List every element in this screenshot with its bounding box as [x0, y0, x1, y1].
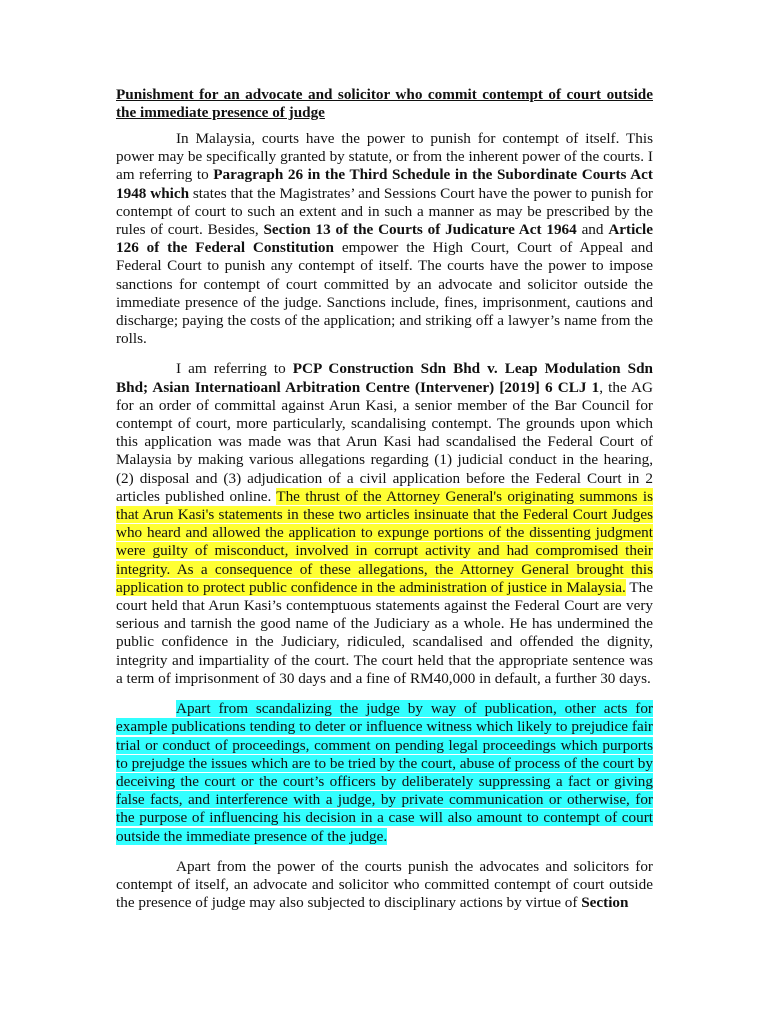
document-title: Punishment for an advocate and solicitor who commit contempt of court outside the immediate presence of judge — [116, 86, 653, 121]
paragraph-2 — [116, 360, 653, 688]
paragraph-text: In Malaysia, courts have the power to punish for contempt of itself. This power may be specifically granted by statute, or from the inherent power of the courts. I am referring to — [116, 130, 653, 184]
paragraph-text: , the AG for an order of committal against Arun Kasi, a senior member of the Bar Council for contempt of court, more particularly, scandalising contempt. The grounds upon which this application was made was that Arun Kasi had scandalised the Federal Court of Malaysia by making various allegations regarding (1) judicial conduct in the hearing, (2) disposal and (3) adjudication of a civil application before the Federal Court in 2 articles published online. — [116, 378, 653, 505]
paragraph-3 — [116, 700, 653, 846]
statute-reference: Paragraph 26 in the Third Schedule in the Subordinate Courts Act 1948 which — [116, 166, 653, 202]
statute-reference: Section — [581, 894, 629, 912]
statute-reference: Article 126 of the Federal Constitution — [116, 221, 653, 257]
paragraph-4 — [116, 858, 653, 913]
paragraph-text: Apart from the power of the courts punish the advocates and solicitors for contempt of itself, an advocate and solicitor who committed contempt of court outside the presence of judge may also subjected to disciplinary actions by virtue of — [116, 857, 653, 912]
paragraph-text: empower the High Court, Court of Appeal and Federal Court to punish any contempt of itself. The courts have the power to impose sanctions for contempt of court committed by an advocate and solicitor outside the immediate presence of the judge. Sanctions include, fines, imprisonment, cautions and discharge; paying the costs of the application; and striking off a lawyer’s name from the rolls. — [116, 239, 653, 348]
paragraph-text: I am referring to — [176, 360, 293, 378]
yellow-highlight: The thrust of the Attorney General's originating summons is that Arun Kasi's statements in these two articles insinuate that the Federal Court Judges who heard and allowed the application to expunge portions of the dissenting judgment were guilty of misconduct, involved in corrupt activity and had compromised their integrity. As a consequence of these allegations, the Attorney General brought this application to protect public confidence in the administration of justice in Malaysia. — [116, 487, 653, 596]
paragraph-text: states that the Magistrates’ and Sessions Court have the power to punish for contempt of court to such an extent and in such a manner as may be prescribed by the rules of court. Besides, — [116, 184, 653, 239]
paragraph-text: and — [576, 221, 609, 239]
statute-reference: Section 13 of the Courts of Judicature Act 1964 — [263, 221, 577, 239]
case-citation: PCP Construction Sdn Bhd v. Leap Modulation Sdn Bhd; Asian Internatioanl Arbitration Centre (Intervener) [2019] 6 CLJ 1 — [116, 360, 653, 396]
paragraph-text: The court held that Arun Kasi’s contemptuous statements against the Federal Court are very serious and tarnish the good name of the Judiciary as a whole. He has undermined the public confidence in the Judiciary, ridiculed, scandalised and offended the dignity, integrity and impartiality of the court. The court held that the appropriate sentence was a term of imprisonment of 30 days and a fine of RM40,000 in default, a further 30 days. — [116, 578, 653, 687]
paragraph-1 — [116, 130, 653, 348]
cyan-highlight: Apart from scandalizing the judge by way of publication, other acts for example publications tending to deter or influence witness which likely to prejudice fair trial or conduct of proceedings, comment on pending legal proceedings which purports to prejudge the issues which are to be tried by the court, abuse of process of the court by deceiving the court or the court’s officers by deliberately suppressing a fact or giving false facts, and interference with a judge, by private communication or otherwise, for the purpose of influencing his decision in a case will also amount to contempt of court outside the immediate presence of the judge. — [116, 700, 653, 845]
